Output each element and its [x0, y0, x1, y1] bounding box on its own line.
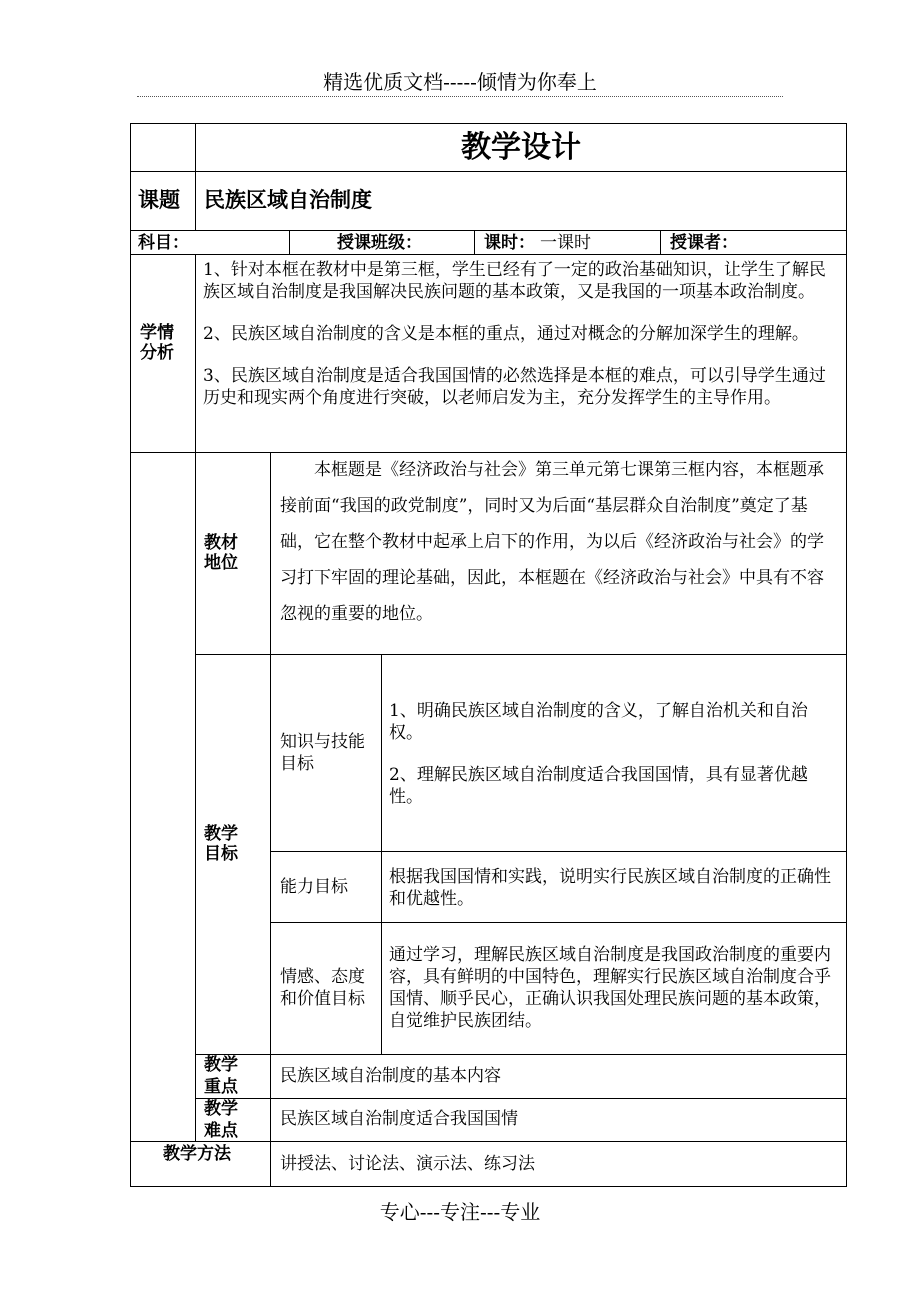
analysis-paragraph-1: 1、针对本框在教材中是第三框，学生已经有了一定的政治基础知识，让学生了解民族区域自治制度是我国解决民族问题的基本政策，又是我国的一项基本政治制度。 — [203, 260, 826, 302]
analysis-paragraph-3: 3、民族区域自治制度是适合我国国情的必然选择是本框的难点，可以引导学生通过历史和现实两个角度进行突破，以老师启发为主，充分发挥学生的主导作用。 — [203, 366, 826, 408]
emotion-goal-text: 通过学习，理解民族区域自治制度是我国政治制度的重要内容，具有鲜明的中国特色，理解实行民族区域自治制度合乎国情、顺乎民心，正确认识我国处理民族问题的基本政策，自觉维护民族团结。 — [389, 945, 831, 1031]
difficulty-label: 教学 难点 — [204, 1099, 238, 1141]
method-text: 讲授法、讨论法、演示法、练习法 — [280, 1154, 535, 1174]
analysis-text — [203, 259, 841, 409]
period-label: 课时： — [484, 233, 535, 253]
analysis-label: 学情 分析 — [140, 323, 174, 364]
topic-label: 课题 — [138, 188, 180, 212]
page-header: 精选优质文档-----倾情为你奉上 — [323, 70, 597, 94]
key-point-label: 教学 重点 — [204, 1055, 238, 1097]
knowledge-goal-2: 2、理解民族区域自治制度适合我国国情，具有显著优越性。 — [389, 765, 808, 807]
knowledge-goal-label: 知识与技能目标 — [280, 732, 365, 774]
goals-label: 教学 目标 — [204, 824, 238, 865]
period-value: 一课时 — [540, 233, 591, 253]
ability-goal-text: 根据我国国情和实践，说明实行民族区域自治制度的正确性和优越性。 — [389, 867, 831, 909]
subject-label: 科目： — [138, 233, 189, 253]
knowledge-goal-1: 1、明确民族区域自治制度的含义，了解自治机关和自治权。 — [389, 701, 808, 743]
topic-value: 民族区域自治制度 — [204, 188, 372, 212]
position-text: 本框题是《经济政治与社会》第三单元第七课第三框内容，本框题承接前面“我国的政党制度”，同时又为后面“基层群众自治制度”奠定了基础，它在整个教材中起承上启下的作用，为以后《经济政治与社会》的学习打下牢固的理论基础，因此，本框题在《经济政治与社会》中具有不容忽视的重要的地位。 — [280, 460, 824, 624]
header-divider — [137, 96, 783, 97]
doc-title: 教学设计 — [461, 130, 581, 165]
teacher-label: 授课者： — [670, 233, 738, 253]
ability-goal-label: 能力目标 — [280, 877, 348, 897]
method-label: 教学方法 — [163, 1144, 231, 1164]
analysis-paragraph-2: 2、民族区域自治制度的含义是本框的重点，通过对概念的分解加深学生的理解。 — [203, 324, 809, 344]
knowledge-goal-text — [389, 700, 841, 808]
page-footer: 专心---专注---专业 — [379, 1200, 541, 1224]
difficulty-text: 民族区域自治制度适合我国国情 — [280, 1109, 518, 1129]
key-point-text: 民族区域自治制度的基本内容 — [280, 1066, 501, 1086]
position-label: 教材 地位 — [204, 533, 238, 574]
class-label: 授课班级： — [337, 233, 422, 253]
emotion-goal-label: 情感、态度和价值目标 — [280, 967, 365, 1009]
